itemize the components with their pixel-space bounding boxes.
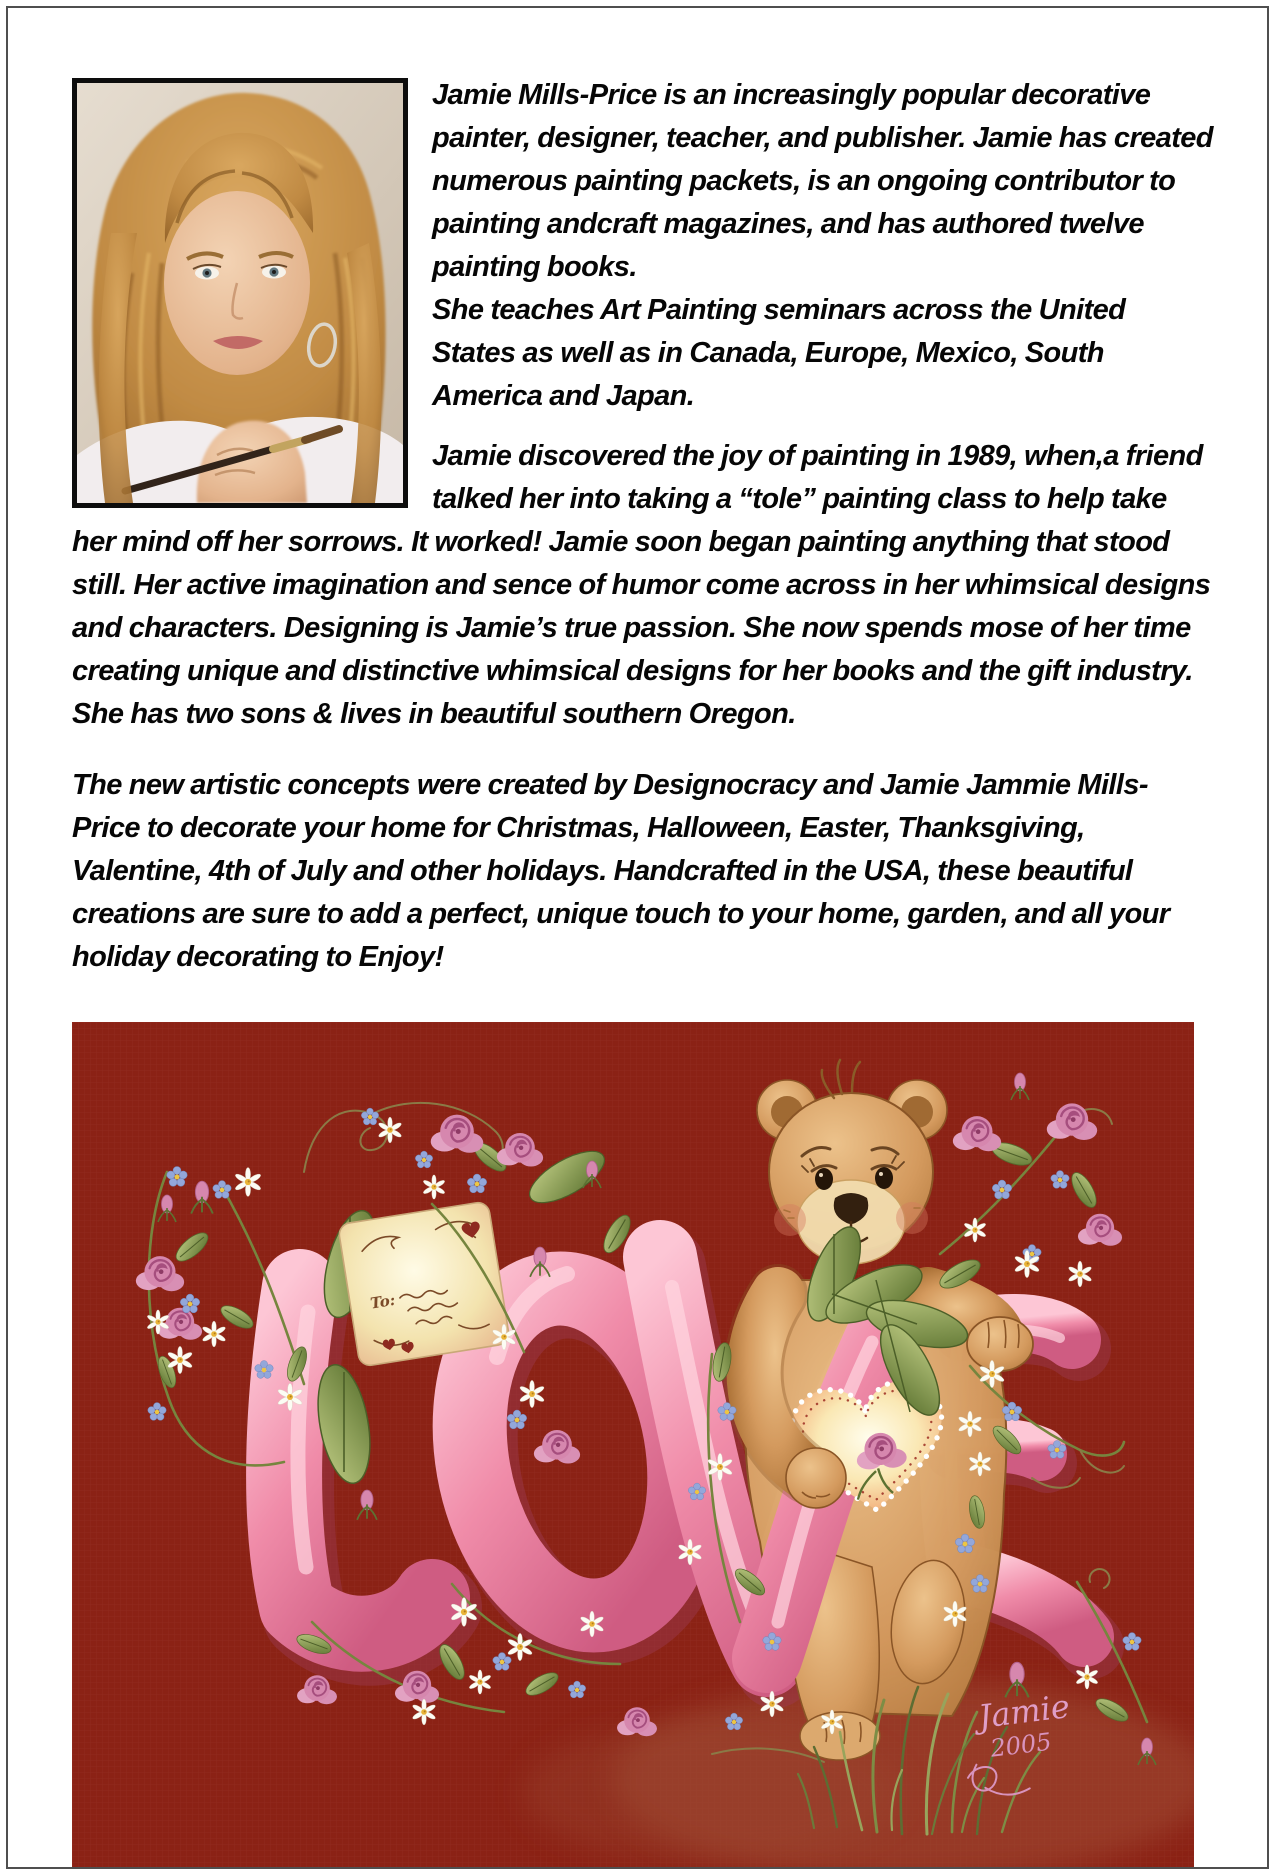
bear-cheek2: [896, 1202, 928, 1234]
bio-paragraph-1-part-b: She teaches Art Painting seminars across the United States as well as in Canada, Europe, Mexico, South America and Japan.: [432, 294, 1126, 412]
bio-section: [72, 74, 1215, 736]
envelope: [338, 1201, 511, 1367]
portrait-photo: [72, 78, 408, 508]
love-painting: [72, 1022, 1194, 1869]
bio-paragraph-1-part-a: Jamie Mills-Price is an increasingly popular decorative painter, designer, teacher, and publisher. Jamie has created numerous painting packets, is an ongoing contributor to painting andcraft magazines, and has authored twelve painting books.: [432, 79, 1213, 283]
portrait-art: [77, 83, 403, 503]
bear-left-paw: [786, 1448, 846, 1508]
bio-paragraph-3: The new artistic concepts were created by Designocracy and Jamie Jammie Mills-Price to decorate your home for Christmas, Halloween, Easter, Thanksgiving, Valentine, 4th of July and other holidays. Handcrafted in the USA, these beautiful creations are sure to add a perfect, unique touch to your home, garden, and all your holiday decorating to Enjoy!: [72, 769, 1170, 973]
envelope-to-label: To:: [369, 1290, 397, 1313]
love-painting-art: [72, 1022, 1194, 1869]
bear-cheek: [774, 1204, 806, 1236]
bear-right-paw: [967, 1317, 1033, 1371]
bio-paragraph-2: Jamie discovered the joy of painting in 1989, when,a friend talked her into taking a “tole” painting class to help take her mind off her sorrows. It worked! Jamie soon began painting anything that stood still. Her active imagination and sence of humor come across in her whimsical designs and characters. Designing is Jamie’s true passion. She now spends mose of her time creating unique and distinctive whimsical designs for her books and the gift industry. She has two sons & lives in beautiful southern Oregon.: [72, 440, 1211, 730]
signature-name: Jamie: [976, 1687, 1072, 1736]
signature-year: 2005: [988, 1727, 1053, 1763]
page: [6, 6, 1269, 1869]
